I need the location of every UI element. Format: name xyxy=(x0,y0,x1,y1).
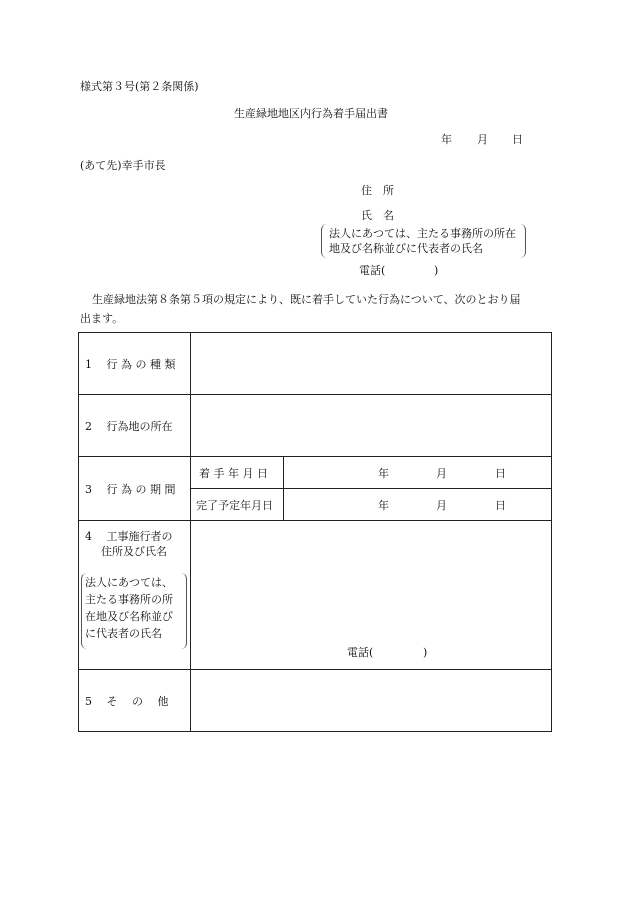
date-day-label: 日 xyxy=(512,133,523,146)
start-year-unit: 年 xyxy=(378,466,389,480)
start-date-label-cell xyxy=(191,457,284,489)
contractor-label-cell xyxy=(79,521,191,670)
applicant-corp-note-line1: 法人にあつては、主たる事務所の所在 xyxy=(329,227,516,240)
contractor-note-line2: 主たる事務所の所 xyxy=(85,593,173,606)
intro-line2: 出ます。 xyxy=(80,312,124,325)
contractor-note-line1: 法人にあつては、 xyxy=(85,576,173,589)
end-month-unit: 月 xyxy=(436,498,447,512)
end-day-unit: 日 xyxy=(495,498,506,512)
action-location-label: 2 行為地の所在 xyxy=(85,419,173,433)
contractor-label-line1: 4 工事施行者の xyxy=(85,530,173,543)
applicant-phone-close: ) xyxy=(434,264,439,277)
notification-table xyxy=(78,332,552,732)
start-month-unit: 月 xyxy=(436,466,447,480)
action-location-input-cell[interactable] xyxy=(191,395,552,457)
date-month-label: 月 xyxy=(477,133,488,146)
applicant-address-label: 住 所 xyxy=(361,184,394,197)
table-row-action-period-start xyxy=(79,457,552,489)
table-row-contractor xyxy=(79,521,552,670)
table-row-action-location xyxy=(79,395,552,457)
start-date-input-cell[interactable] xyxy=(284,457,552,489)
end-date-input-cell[interactable] xyxy=(284,489,552,521)
action-type-label-cell xyxy=(79,333,191,395)
other-label-cell xyxy=(79,670,191,732)
applicant-phone-label: 電話( xyxy=(359,264,386,277)
action-period-label: 3 行 為 の 期 間 xyxy=(85,482,176,496)
action-type-label: 1 行 為 の 種 類 xyxy=(85,357,176,371)
start-date-label: 着 手 年 月 日 xyxy=(199,466,268,480)
applicant-name-label: 氏 名 xyxy=(361,209,394,222)
end-date-label-cell xyxy=(191,489,284,521)
table-row-other xyxy=(79,670,552,732)
action-location-label-cell xyxy=(79,395,191,457)
form-number: 様式第３号(第２条関係) xyxy=(80,80,199,93)
addressee: (あて先)幸手市長 xyxy=(80,159,166,172)
start-day-unit: 日 xyxy=(495,466,506,480)
form-title: 生産緑地地区内行為着手届出書 xyxy=(234,107,388,120)
contractor-phone-label: 電話( xyxy=(347,646,374,659)
contractor-input-cell[interactable] xyxy=(191,521,552,670)
table-row-action-type xyxy=(79,333,552,395)
contractor-note-line4: に代表者の氏名 xyxy=(85,627,162,640)
end-date-label: 完了予定年月日 xyxy=(196,498,273,512)
other-label: 5 そ の 他 xyxy=(85,694,169,708)
other-input-cell[interactable] xyxy=(191,670,552,732)
intro-line1: 生産緑地法第８条第５項の規定により、既に着手していた行為について、次のとおり届 xyxy=(92,293,521,306)
end-year-unit: 年 xyxy=(378,498,389,512)
applicant-corp-note-line2: 地及び名称並びに代表者の氏名 xyxy=(329,242,483,255)
contractor-phone-close: ) xyxy=(423,646,428,659)
date-year-label: 年 xyxy=(441,133,452,146)
contractor-note-line3: 在地及び名称並び xyxy=(85,610,173,623)
contractor-label-line2: 住所及び氏名 xyxy=(101,545,167,558)
action-period-label-cell xyxy=(79,457,191,521)
action-type-input-cell[interactable] xyxy=(191,333,552,395)
